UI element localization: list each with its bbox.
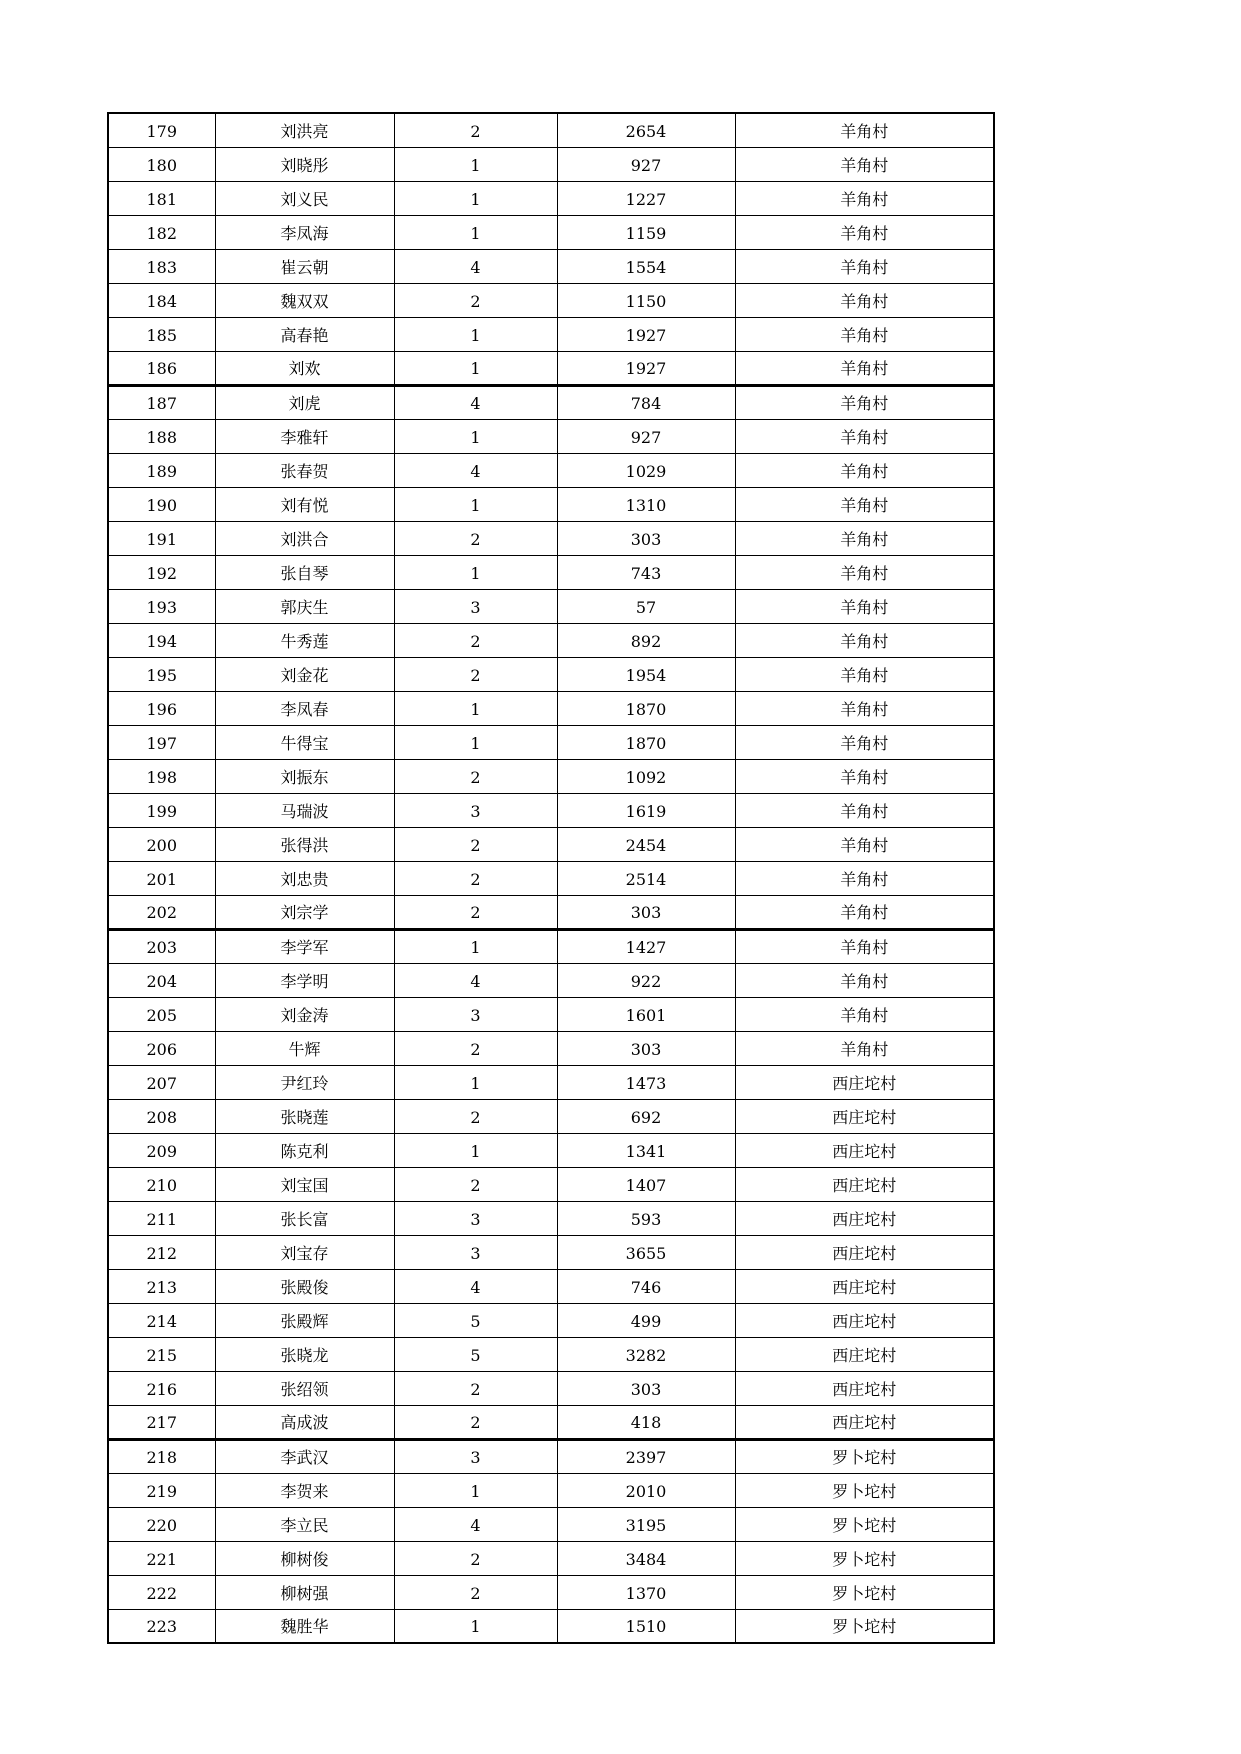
village-cell: 西庄坨村: [735, 1099, 994, 1133]
count-cell: 2: [394, 521, 557, 555]
count-cell: 1: [394, 725, 557, 759]
table-row: [108, 1473, 994, 1507]
table-row: [108, 895, 994, 929]
row-number-cell: 218: [108, 1439, 215, 1473]
count-cell: 1: [394, 555, 557, 589]
row-number-cell: 216: [108, 1371, 215, 1405]
table-row: [108, 1337, 994, 1371]
name-cell: 李学明: [215, 963, 394, 997]
name-cell: 郭庆生: [215, 589, 394, 623]
table-row: [108, 1167, 994, 1201]
village-cell: 羊角村: [735, 793, 994, 827]
name-cell: 张殿俊: [215, 1269, 394, 1303]
name-cell: 刘金涛: [215, 997, 394, 1031]
row-number-cell: 185: [108, 317, 215, 351]
amount-cell: 892: [557, 623, 735, 657]
table-row: [108, 1541, 994, 1575]
row-number-cell: 212: [108, 1235, 215, 1269]
table-row: [108, 1575, 994, 1609]
name-cell: 马瑞波: [215, 793, 394, 827]
village-cell: 羊角村: [735, 997, 994, 1031]
amount-cell: 2010: [557, 1473, 735, 1507]
village-cell: 罗卜坨村: [735, 1575, 994, 1609]
amount-cell: 2654: [557, 113, 735, 147]
row-number-cell: 180: [108, 147, 215, 181]
amount-cell: 1870: [557, 725, 735, 759]
village-cell: 西庄坨村: [735, 1167, 994, 1201]
count-cell: 2: [394, 827, 557, 861]
count-cell: 3: [394, 1201, 557, 1235]
amount-cell: 303: [557, 1031, 735, 1065]
amount-cell: 1927: [557, 351, 735, 385]
table-row: [108, 487, 994, 521]
village-cell: 西庄坨村: [735, 1371, 994, 1405]
amount-cell: 1601: [557, 997, 735, 1031]
count-cell: 5: [394, 1337, 557, 1371]
village-cell: 罗卜坨村: [735, 1507, 994, 1541]
count-cell: 4: [394, 1507, 557, 1541]
village-cell: 羊角村: [735, 861, 994, 895]
amount-cell: 927: [557, 419, 735, 453]
name-cell: 刘宝国: [215, 1167, 394, 1201]
table-row: [108, 385, 994, 419]
table-row: [108, 1405, 994, 1439]
count-cell: 1: [394, 215, 557, 249]
table-row: [108, 419, 994, 453]
village-cell: 西庄坨村: [735, 1133, 994, 1167]
count-cell: 2: [394, 623, 557, 657]
village-cell: 西庄坨村: [735, 1303, 994, 1337]
name-cell: 刘洪合: [215, 521, 394, 555]
name-cell: 刘振东: [215, 759, 394, 793]
village-cell: 西庄坨村: [735, 1065, 994, 1099]
name-cell: 张殿辉: [215, 1303, 394, 1337]
amount-cell: 1092: [557, 759, 735, 793]
row-number-cell: 186: [108, 351, 215, 385]
row-number-cell: 220: [108, 1507, 215, 1541]
table-row: [108, 929, 994, 963]
amount-cell: 418: [557, 1405, 735, 1439]
row-number-cell: 200: [108, 827, 215, 861]
name-cell: 李武汉: [215, 1439, 394, 1473]
name-cell: 高成波: [215, 1405, 394, 1439]
row-number-cell: 194: [108, 623, 215, 657]
count-cell: 1: [394, 691, 557, 725]
row-number-cell: 187: [108, 385, 215, 419]
village-cell: 羊角村: [735, 453, 994, 487]
table-row: [108, 1133, 994, 1167]
amount-cell: 1619: [557, 793, 735, 827]
count-cell: 1: [394, 181, 557, 215]
count-cell: 3: [394, 997, 557, 1031]
amount-cell: 1473: [557, 1065, 735, 1099]
village-cell: 羊角村: [735, 827, 994, 861]
count-cell: 1: [394, 1065, 557, 1099]
row-number-cell: 209: [108, 1133, 215, 1167]
table-row: [108, 1065, 994, 1099]
table-row: [108, 725, 994, 759]
name-cell: 刘有悦: [215, 487, 394, 521]
count-cell: 4: [394, 963, 557, 997]
row-number-cell: 206: [108, 1031, 215, 1065]
count-cell: 5: [394, 1303, 557, 1337]
table-row: [108, 351, 994, 385]
count-cell: 4: [394, 1269, 557, 1303]
amount-cell: 922: [557, 963, 735, 997]
table-row: [108, 283, 994, 317]
amount-cell: 1407: [557, 1167, 735, 1201]
amount-cell: 2514: [557, 861, 735, 895]
row-number-cell: 182: [108, 215, 215, 249]
table-row: [108, 623, 994, 657]
name-cell: 李凤海: [215, 215, 394, 249]
name-cell: 李贺来: [215, 1473, 394, 1507]
name-cell: 牛得宝: [215, 725, 394, 759]
village-cell: 羊角村: [735, 691, 994, 725]
village-cell: 羊角村: [735, 113, 994, 147]
name-cell: 刘晓彤: [215, 147, 394, 181]
amount-cell: 1150: [557, 283, 735, 317]
amount-cell: 1029: [557, 453, 735, 487]
village-cell: 羊角村: [735, 929, 994, 963]
amount-cell: 593: [557, 1201, 735, 1235]
row-number-cell: 210: [108, 1167, 215, 1201]
name-cell: 李立民: [215, 1507, 394, 1541]
table-row: [108, 555, 994, 589]
amount-cell: 1370: [557, 1575, 735, 1609]
row-number-cell: 198: [108, 759, 215, 793]
village-cell: 羊角村: [735, 895, 994, 929]
table-body: [108, 113, 994, 1643]
row-number-cell: 199: [108, 793, 215, 827]
row-number-cell: 201: [108, 861, 215, 895]
row-number-cell: 221: [108, 1541, 215, 1575]
name-cell: 高春艳: [215, 317, 394, 351]
village-cell: 西庄坨村: [735, 1337, 994, 1371]
name-cell: 张晓莲: [215, 1099, 394, 1133]
village-cell: 羊角村: [735, 317, 994, 351]
table-row: [108, 215, 994, 249]
amount-cell: 3484: [557, 1541, 735, 1575]
row-number-cell: 193: [108, 589, 215, 623]
table-row: [108, 691, 994, 725]
amount-cell: 3195: [557, 1507, 735, 1541]
count-cell: 2: [394, 1371, 557, 1405]
amount-cell: 743: [557, 555, 735, 589]
table-row: [108, 521, 994, 555]
name-cell: 牛辉: [215, 1031, 394, 1065]
name-cell: 张晓龙: [215, 1337, 394, 1371]
village-cell: 罗卜坨村: [735, 1609, 994, 1643]
name-cell: 尹红玲: [215, 1065, 394, 1099]
row-number-cell: 188: [108, 419, 215, 453]
table-row: [108, 1609, 994, 1643]
row-number-cell: 184: [108, 283, 215, 317]
name-cell: 张得洪: [215, 827, 394, 861]
count-cell: 2: [394, 657, 557, 691]
name-cell: 张自琴: [215, 555, 394, 589]
count-cell: 1: [394, 1473, 557, 1507]
table-row: [108, 861, 994, 895]
amount-cell: 1870: [557, 691, 735, 725]
table-row: [108, 1507, 994, 1541]
village-cell: 羊角村: [735, 419, 994, 453]
village-cell: 羊角村: [735, 657, 994, 691]
table-row: [108, 1303, 994, 1337]
village-cell: 羊角村: [735, 487, 994, 521]
village-cell: 羊角村: [735, 249, 994, 283]
table-row: [108, 1099, 994, 1133]
village-cell: 羊角村: [735, 555, 994, 589]
table-row: [108, 759, 994, 793]
row-number-cell: 215: [108, 1337, 215, 1371]
name-cell: 李学军: [215, 929, 394, 963]
count-cell: 4: [394, 453, 557, 487]
row-number-cell: 213: [108, 1269, 215, 1303]
count-cell: 2: [394, 1575, 557, 1609]
row-number-cell: 202: [108, 895, 215, 929]
amount-cell: 3655: [557, 1235, 735, 1269]
village-cell: 羊角村: [735, 521, 994, 555]
row-number-cell: 204: [108, 963, 215, 997]
amount-cell: 1159: [557, 215, 735, 249]
amount-cell: 499: [557, 1303, 735, 1337]
count-cell: 3: [394, 1439, 557, 1473]
village-cell: 羊角村: [735, 147, 994, 181]
village-cell: 羊角村: [735, 589, 994, 623]
count-cell: 3: [394, 589, 557, 623]
data-table: [107, 112, 995, 1644]
row-number-cell: 190: [108, 487, 215, 521]
name-cell: 刘虎: [215, 385, 394, 419]
name-cell: 刘忠贵: [215, 861, 394, 895]
row-number-cell: 192: [108, 555, 215, 589]
table-row: [108, 793, 994, 827]
name-cell: 刘欢: [215, 351, 394, 385]
count-cell: 2: [394, 759, 557, 793]
amount-cell: 1554: [557, 249, 735, 283]
row-number-cell: 207: [108, 1065, 215, 1099]
amount-cell: 692: [557, 1099, 735, 1133]
table-row: [108, 827, 994, 861]
amount-cell: 303: [557, 1371, 735, 1405]
count-cell: 4: [394, 385, 557, 419]
name-cell: 柳树强: [215, 1575, 394, 1609]
table-row: [108, 1371, 994, 1405]
table-row: [108, 1439, 994, 1473]
count-cell: 2: [394, 1167, 557, 1201]
table-row: [108, 181, 994, 215]
name-cell: 张长富: [215, 1201, 394, 1235]
name-cell: 李凤春: [215, 691, 394, 725]
count-cell: 2: [394, 283, 557, 317]
table-row: [108, 997, 994, 1031]
table-row: [108, 147, 994, 181]
row-number-cell: 183: [108, 249, 215, 283]
amount-cell: 57: [557, 589, 735, 623]
row-number-cell: 205: [108, 997, 215, 1031]
row-number-cell: 211: [108, 1201, 215, 1235]
amount-cell: 1427: [557, 929, 735, 963]
village-cell: 羊角村: [735, 963, 994, 997]
amount-cell: 303: [557, 895, 735, 929]
count-cell: 1: [394, 1133, 557, 1167]
name-cell: 魏双双: [215, 283, 394, 317]
row-number-cell: 219: [108, 1473, 215, 1507]
table-row: [108, 317, 994, 351]
table-row: [108, 249, 994, 283]
village-cell: 罗卜坨村: [735, 1541, 994, 1575]
row-number-cell: 196: [108, 691, 215, 725]
count-cell: 1: [394, 929, 557, 963]
name-cell: 刘宝存: [215, 1235, 394, 1269]
amount-cell: 1954: [557, 657, 735, 691]
count-cell: 3: [394, 1235, 557, 1269]
count-cell: 2: [394, 1541, 557, 1575]
name-cell: 刘金花: [215, 657, 394, 691]
count-cell: 2: [394, 1099, 557, 1133]
amount-cell: 784: [557, 385, 735, 419]
table-row: [108, 1031, 994, 1065]
name-cell: 李雅轩: [215, 419, 394, 453]
village-cell: 羊角村: [735, 385, 994, 419]
count-cell: 1: [394, 419, 557, 453]
amount-cell: 2397: [557, 1439, 735, 1473]
row-number-cell: 203: [108, 929, 215, 963]
name-cell: 刘义民: [215, 181, 394, 215]
name-cell: 牛秀莲: [215, 623, 394, 657]
village-cell: 罗卜坨村: [735, 1439, 994, 1473]
village-cell: 羊角村: [735, 215, 994, 249]
name-cell: 陈克利: [215, 1133, 394, 1167]
count-cell: 2: [394, 1405, 557, 1439]
row-number-cell: 189: [108, 453, 215, 487]
village-cell: 西庄坨村: [735, 1235, 994, 1269]
table-row: [108, 113, 994, 147]
count-cell: 3: [394, 793, 557, 827]
row-number-cell: 214: [108, 1303, 215, 1337]
table-row: [108, 1201, 994, 1235]
row-number-cell: 222: [108, 1575, 215, 1609]
name-cell: 崔云朝: [215, 249, 394, 283]
table-row: [108, 1235, 994, 1269]
amount-cell: 303: [557, 521, 735, 555]
count-cell: 2: [394, 895, 557, 929]
count-cell: 2: [394, 861, 557, 895]
count-cell: 1: [394, 1609, 557, 1643]
amount-cell: 2454: [557, 827, 735, 861]
amount-cell: 1310: [557, 487, 735, 521]
village-cell: 西庄坨村: [735, 1405, 994, 1439]
count-cell: 4: [394, 249, 557, 283]
name-cell: 张绍领: [215, 1371, 394, 1405]
name-cell: 魏胜华: [215, 1609, 394, 1643]
count-cell: 1: [394, 487, 557, 521]
count-cell: 2: [394, 1031, 557, 1065]
table-row: [108, 589, 994, 623]
village-cell: 羊角村: [735, 623, 994, 657]
row-number-cell: 195: [108, 657, 215, 691]
count-cell: 1: [394, 351, 557, 385]
village-cell: 羊角村: [735, 181, 994, 215]
village-cell: 羊角村: [735, 351, 994, 385]
row-number-cell: 179: [108, 113, 215, 147]
village-cell: 羊角村: [735, 725, 994, 759]
row-number-cell: 197: [108, 725, 215, 759]
village-cell: 羊角村: [735, 1031, 994, 1065]
count-cell: 2: [394, 113, 557, 147]
amount-cell: 927: [557, 147, 735, 181]
row-number-cell: 223: [108, 1609, 215, 1643]
row-number-cell: 217: [108, 1405, 215, 1439]
count-cell: 1: [394, 147, 557, 181]
name-cell: 刘洪亮: [215, 113, 394, 147]
name-cell: 张春贺: [215, 453, 394, 487]
village-cell: 羊角村: [735, 759, 994, 793]
amount-cell: 3282: [557, 1337, 735, 1371]
village-cell: 罗卜坨村: [735, 1473, 994, 1507]
village-cell: 西庄坨村: [735, 1201, 994, 1235]
village-cell: 西庄坨村: [735, 1269, 994, 1303]
amount-cell: 1341: [557, 1133, 735, 1167]
village-cell: 羊角村: [735, 283, 994, 317]
amount-cell: 1227: [557, 181, 735, 215]
amount-cell: 1510: [557, 1609, 735, 1643]
name-cell: 柳树俊: [215, 1541, 394, 1575]
count-cell: 1: [394, 317, 557, 351]
name-cell: 刘宗学: [215, 895, 394, 929]
table-row: [108, 453, 994, 487]
amount-cell: 746: [557, 1269, 735, 1303]
row-number-cell: 208: [108, 1099, 215, 1133]
table-row: [108, 657, 994, 691]
row-number-cell: 191: [108, 521, 215, 555]
amount-cell: 1927: [557, 317, 735, 351]
table-row: [108, 963, 994, 997]
row-number-cell: 181: [108, 181, 215, 215]
table-row: [108, 1269, 994, 1303]
